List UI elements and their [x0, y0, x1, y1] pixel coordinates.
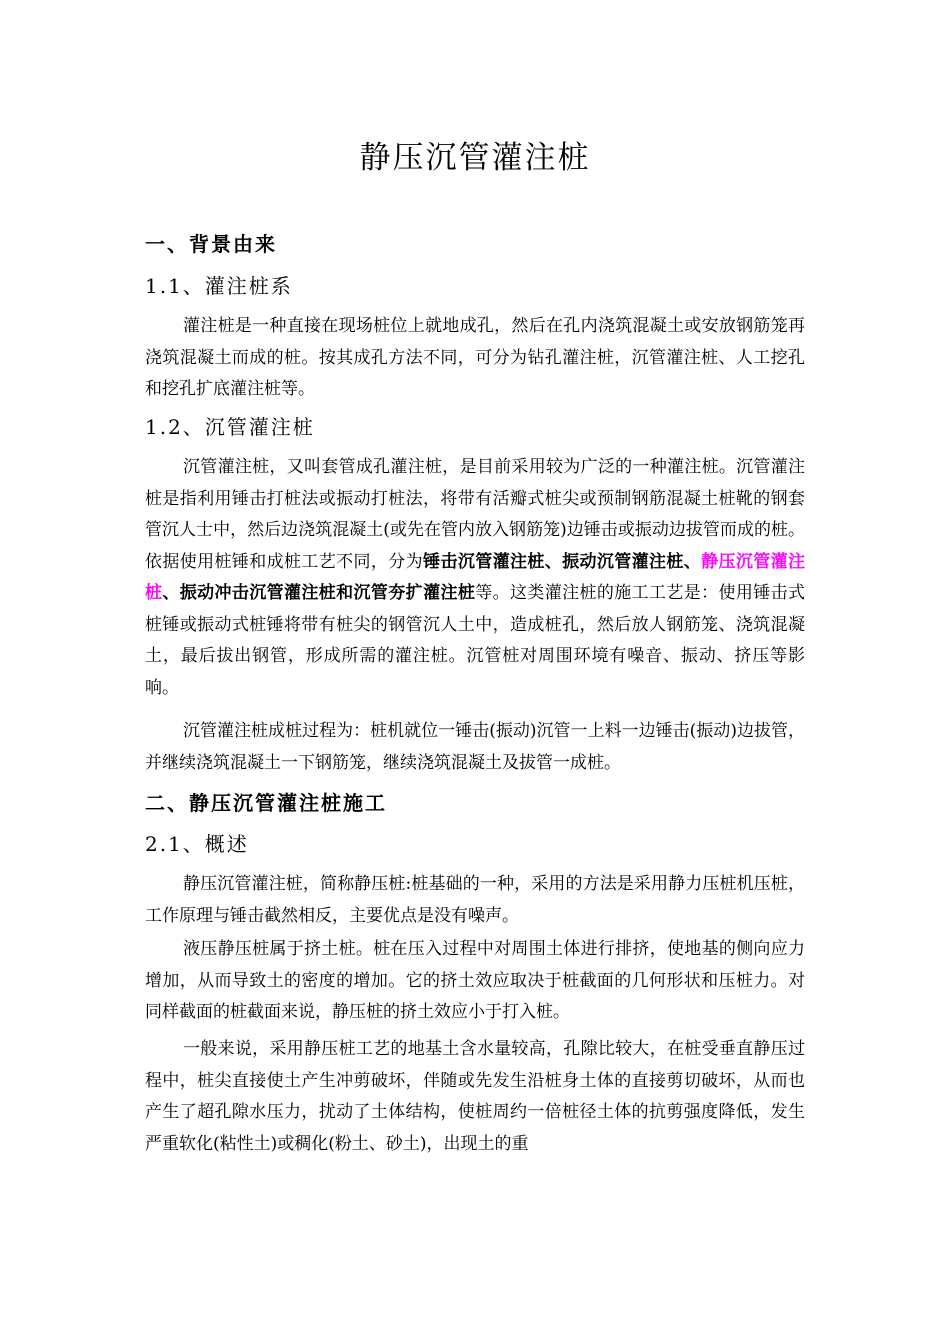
- paragraph-overview-1: 静压沉管灌注桩，简称静压桩:桩基础的一种，采用的方法是采用静力压桩机压桩，工作原理与锤击截然相反，主要优点是没有噪声。: [145, 874, 805, 926]
- section-heading-background: 一、背景由来: [145, 232, 277, 256]
- paragraph-text-part2: 等。这类灌注桩的施工工艺是：使用锤击式桩锤或振动式桩锤将带有桩尖的钢管沉人土中，造成桩孔，然后放人钢筋笼、浇筑混凝土，最后拔出钢管，形成所需的灌注桩。沉管桩对周围环境有噪音、振动、挤压等影响。: [145, 583, 806, 698]
- bold-pile-types-1: 锤击沉管灌注桩、振动沉管灌注桩、: [423, 551, 702, 572]
- paragraph-pile-intro: 灌注桩是一种直接在现场桩位上就地成孔，然后在孔内浇筑混凝土或安放钢筋笼再浇筑混凝土而成的桩。按其成孔方法不同，可分为钻孔灌注桩，沉管灌注桩、人工挖孔和挖孔扩底灌注桩等。: [145, 316, 805, 399]
- paragraph-sunk-tube-pile: [145, 452, 805, 704]
- section-heading-construction: 二、静压沉管灌注桩施工: [145, 791, 387, 815]
- highlight-static-pressure-pile: 静压沉管灌注桩: [145, 551, 806, 603]
- subsection-heading-overview: 2.1、概述: [145, 832, 249, 856]
- paragraph-overview-2: 液压静压桩属于挤土桩。桩在压入过程中对周围土体进行排挤，使地基的侧向应力增加，从而导致土的密度的增加。它的挤土效应取决于桩截面的几何形状和压桩力。对同样截面的桩截面来说，静压桩的挤土效应小于打入桩。: [145, 939, 805, 1022]
- subsection-heading-pile-system: 1.1、灌注桩系: [145, 274, 293, 298]
- paragraph-pile-process: 沉管灌注桩成桩过程为：桩机就位一锤击(振动)沉管一上料一边锤击(振动)边拔管，并继续浇筑混凝土一下钢筋笼，继续浇筑混凝土及拔管一成桩。: [145, 721, 805, 773]
- document-title: 静压沉管灌注桩: [359, 140, 591, 176]
- paragraph-overview-3: 一般来说，采用静压桩工艺的地基土含水量较高，孔隙比较大，在桩受垂直静压过程中，桩尖直接使土产生冲剪破坏，伴随或先发生沿桩身土体的直接剪切破坏，从而也产生了超孔隙水压力，扰动了土体结构，使桩周约一倍桩径土体的抗剪强度降低，发生严重软化(粘性土)或稠化(粉土、砂土)，出现土的重: [145, 1039, 805, 1154]
- bold-pile-types-2: 、振动冲击沉管灌注桩和沉管夯扩灌注桩: [162, 583, 476, 603]
- subsection-heading-sunk-tube-pile: 1.2、沉管灌注桩: [145, 415, 315, 439]
- paragraph-text-part1: 沉管灌注桩，又叫套管成孔灌注桩，是目前采用较为广泛的一种灌注桩。沉管灌注桩是指利用锤击打桩法或振动打桩法，将带有活瓣式桩尖或预制钢筋混凝土桩靴的钢套管沉人士中，然后边浇筑混凝土(或先在管内放入钢筋笼)边锤击或振动边拔管而成的桩。依据使用桩锤和成桩工艺不同，分为: [145, 457, 805, 572]
